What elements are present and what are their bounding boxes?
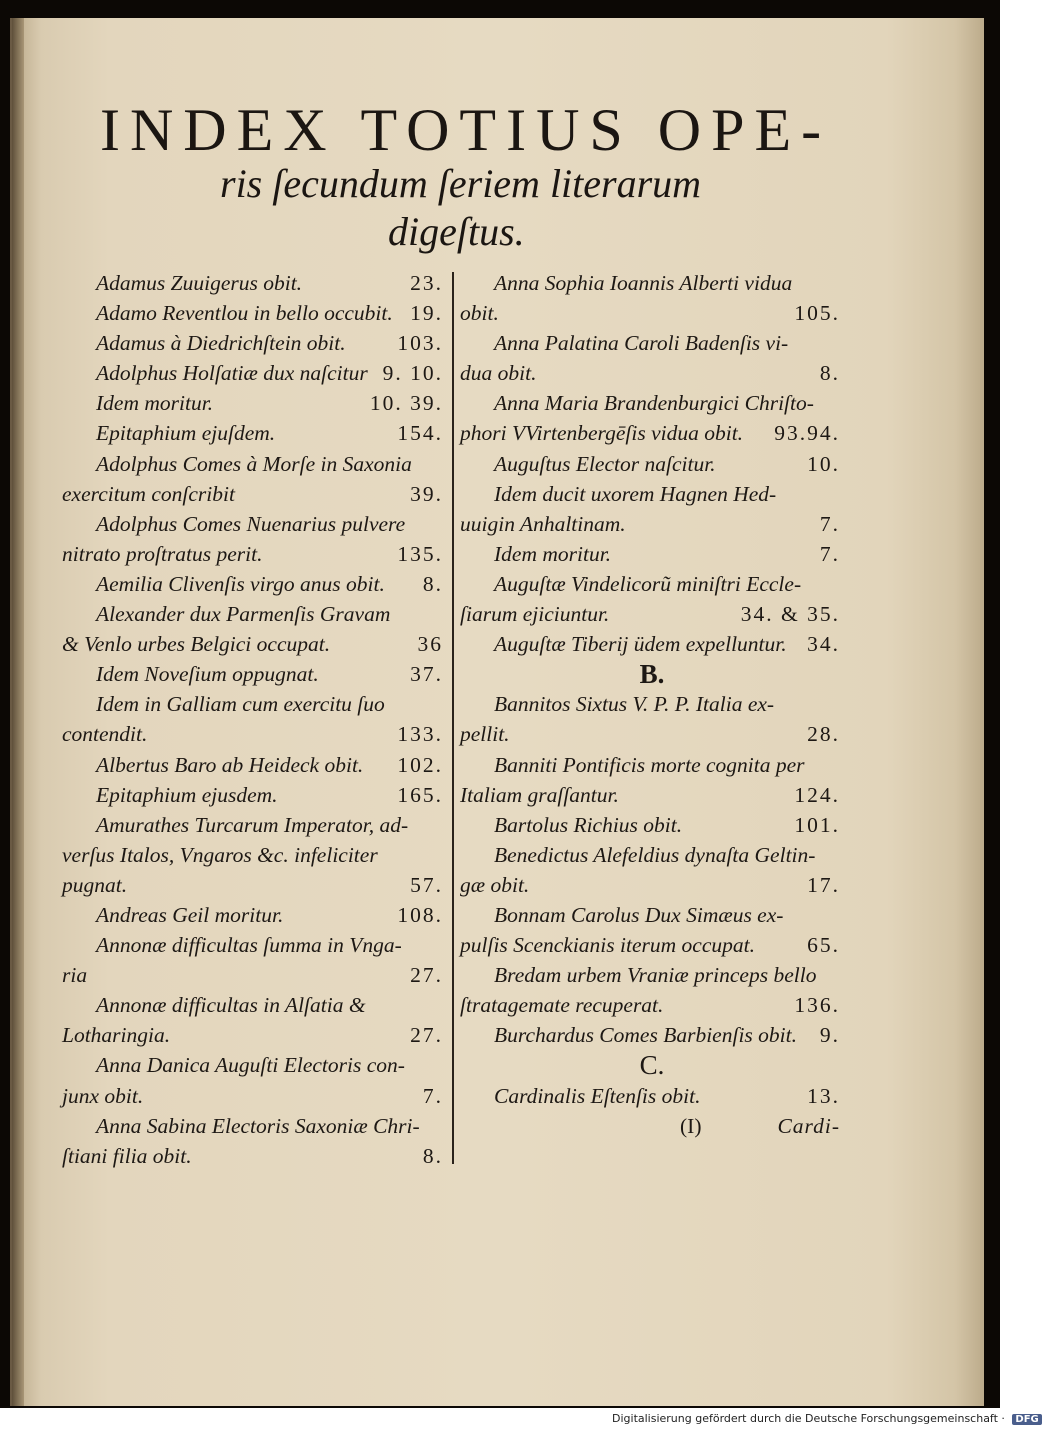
index-entry <box>62 509 447 539</box>
entry-text: Italiam graſſantur. <box>460 782 619 807</box>
entry-text: gæ obit. <box>460 872 530 897</box>
entry-page-number: 27. <box>410 963 443 988</box>
index-entry <box>62 418 447 448</box>
index-entry <box>460 539 844 569</box>
entry-page-number: 7. <box>819 541 840 566</box>
entry-page-number: 133. <box>397 722 443 747</box>
digitization-credit <box>612 1412 1042 1425</box>
index-entry <box>62 810 447 840</box>
index-entry <box>460 509 844 539</box>
section-letter-heading: C. <box>639 1050 665 1081</box>
entry-text: pulſis Scenckianis iterum occupat. <box>460 933 755 958</box>
entry-text: contendit. <box>62 722 148 747</box>
column-divider <box>452 272 454 1164</box>
index-title-line-2: ris ſecundum ſeriem literarum <box>220 161 702 206</box>
entry-page-number: 7. <box>819 511 840 536</box>
entry-page-number: 7. <box>422 1083 443 1108</box>
index-entry <box>62 870 447 900</box>
entry-page-number: 93.94. <box>774 421 840 446</box>
entry-page-number: 105. <box>794 301 840 326</box>
entry-text: Aemilia Clivenſis virgo anus obit. <box>96 571 385 596</box>
entry-text: ſtiani filia obit. <box>62 1143 192 1168</box>
entry-text: Epitaphium ejusdem. <box>96 782 278 807</box>
index-entry <box>62 1111 447 1141</box>
section-letter-heading: B. <box>639 659 665 690</box>
index-entry <box>62 539 447 569</box>
index-entry <box>62 689 447 719</box>
catchword: Cardi- <box>777 1113 840 1138</box>
entry-page-number: 8. <box>422 1143 443 1168</box>
entry-text: uuigin Anhaltinam. <box>460 511 626 536</box>
entry-text: pellit. <box>460 722 510 747</box>
entry-text: nitrato proſtratus perit. <box>62 541 263 566</box>
entry-text: Adolphus Comes Nuenarius pulvere <box>96 511 406 536</box>
entry-text: Anna Sophia Ioannis Alberti vidua <box>494 271 793 295</box>
index-entry <box>62 449 447 479</box>
index-entry <box>460 689 844 719</box>
entry-text: pugnat. <box>62 872 128 897</box>
entry-page-number: 103. <box>397 331 443 356</box>
entry-page-number: 10. <box>807 451 840 476</box>
index-entry <box>460 599 844 629</box>
entry-page-number: 27. <box>410 1023 443 1048</box>
index-entry <box>460 569 844 599</box>
entry-text: Anna Palatina Caroli Badenſis vi- <box>494 331 789 356</box>
index-entry <box>460 719 844 749</box>
entry-text: Adamo Reventlou in bello occubit. <box>96 301 393 326</box>
index-entry <box>62 479 447 509</box>
index-entry <box>62 599 447 629</box>
entry-page-number: 37. <box>410 662 443 687</box>
index-entry <box>62 1050 447 1080</box>
entry-text: Adamus à Diedrichſtein obit. <box>96 331 346 356</box>
entry-text: Annonæ difficultas ſumma in Vnga- <box>96 933 402 958</box>
entry-page-number: 8. <box>819 361 840 386</box>
index-entry <box>460 990 844 1020</box>
entry-text: Idem moritur. <box>494 541 612 566</box>
index-entry <box>62 268 447 298</box>
entry-text: Bartolus Richius obit. <box>494 812 683 837</box>
signature-mark: (I) <box>680 1113 702 1138</box>
index-entry <box>62 930 447 960</box>
index-entry <box>62 990 447 1020</box>
index-title-line-3: digeſtus. <box>388 209 525 254</box>
entry-text: verſus Italos, Vngaros &c. infeliciter <box>62 842 378 867</box>
index-entry <box>460 960 844 990</box>
entry-page-number: 154. <box>397 421 443 446</box>
index-entry <box>62 388 447 418</box>
entry-text: Lotharingia. <box>62 1023 171 1048</box>
entry-text: Benedictus Alefeldius dynaſta Geltin- <box>494 842 816 867</box>
index-entry <box>62 719 447 749</box>
index-right-column <box>460 268 844 1141</box>
index-entry <box>460 840 844 870</box>
index-title-line-1: INDEX TOTIUS OPE- <box>100 97 832 163</box>
entry-text: Anna Danica Auguſti Electoris con- <box>96 1053 405 1078</box>
entry-text: phori VVirtenbergēſis vidua obit. <box>460 421 744 446</box>
dfg-logo: DFG <box>1012 1414 1041 1425</box>
index-entry <box>460 388 844 418</box>
index-entry <box>460 479 844 509</box>
entry-page-number: 135. <box>397 541 443 566</box>
entry-text: ſtratagemate recuperat. <box>460 993 664 1018</box>
entry-text: Anna Maria Brandenburgici Chriſto- <box>494 391 814 416</box>
index-entry <box>62 960 447 990</box>
index-entry <box>460 900 844 930</box>
index-entry <box>62 298 447 328</box>
index-entry <box>62 1081 447 1111</box>
index-entry <box>62 750 447 780</box>
entry-page-number: 165. <box>397 782 443 807</box>
entry-text: Amurathes Turcarum Imperator, ad- <box>96 812 409 837</box>
entry-text: Auguſtæ Vindelicorũ miniſtri Eccle- <box>494 571 802 596</box>
index-entry <box>62 1141 447 1171</box>
entry-text: Adolphus Holſatiæ dux naſcitur <box>96 361 368 386</box>
index-entry <box>460 629 844 659</box>
index-entry <box>62 780 447 810</box>
entry-text: Banniti Pontificis morte cognita per <box>494 752 805 777</box>
index-left-column <box>62 268 447 1171</box>
entry-text: Andreas Geil moritur. <box>96 902 284 927</box>
entry-page-number: 23. <box>410 271 443 295</box>
entry-text: & Venlo urbes Belgici occupat. <box>62 632 331 657</box>
entry-page-number: 17. <box>807 872 840 897</box>
index-entry <box>460 449 844 479</box>
entry-text: Auguſtus Elector naſcitur. <box>494 451 716 476</box>
index-entry <box>460 418 844 448</box>
entry-page-number: 13. <box>807 1083 840 1108</box>
entry-page-number: 34. <box>807 632 840 657</box>
index-entry <box>460 870 844 900</box>
entry-text: Bredam urbem Vraniæ princeps bello <box>494 963 817 988</box>
entry-page-number: 10. 39. <box>369 391 443 416</box>
entry-page-number: 102. <box>397 752 443 777</box>
entry-page-number: 124. <box>794 782 840 807</box>
entry-text: Auguſtæ Tiberij üdem expelluntur. <box>494 632 787 657</box>
entry-page-number: 136. <box>794 993 840 1018</box>
entry-text: Idem Noveſium oppugnat. <box>96 662 319 687</box>
entry-text: Idem moritur. <box>96 391 214 416</box>
entry-text: Cardinalis Eſtenſis obit. <box>494 1083 701 1108</box>
entry-page-number: 65. <box>807 933 840 958</box>
index-entry <box>62 1020 447 1050</box>
entry-text: Epitaphium ejuſdem. <box>96 421 276 446</box>
index-entry <box>460 810 844 840</box>
entry-text: ſiarum ejiciuntur. <box>460 602 610 627</box>
entry-page-number: 101. <box>794 812 840 837</box>
entry-text: ria <box>62 963 88 988</box>
entry-text: junx obit. <box>62 1083 144 1108</box>
entry-page-number: 36 <box>417 632 443 657</box>
credit-text: Digitalisierung gefördert durch die Deutsche Forschungsgemeinschaft · <box>612 1412 1005 1425</box>
entry-text: Bonnam Carolus Dux Simæus ex- <box>494 902 784 927</box>
index-entry <box>62 328 447 358</box>
entry-text: obit. <box>460 301 499 326</box>
index-entry <box>460 930 844 960</box>
entry-text: Anna Sabina Electoris Saxoniæ Chri- <box>96 1113 420 1138</box>
index-entry <box>460 328 844 358</box>
entry-page-number: 9. <box>819 1023 840 1048</box>
index-entry <box>62 629 447 659</box>
index-entry <box>460 1081 844 1111</box>
entry-page-number: 39. <box>410 481 443 506</box>
entry-text: Bannitos Sixtus V. P. P. Italia ex- <box>494 692 775 717</box>
entry-text: Idem in Galliam cum exercitu ſuo <box>96 692 385 717</box>
entry-page-number: 8. <box>422 571 443 596</box>
index-entry <box>62 900 447 930</box>
entry-page-number: 34. & 35. <box>740 602 840 627</box>
index-entry <box>460 1020 844 1050</box>
index-entry <box>62 569 447 599</box>
index-entry <box>460 358 844 388</box>
entry-text: dua obit. <box>460 361 537 386</box>
entry-text: Adamus Zuuigerus obit. <box>96 271 303 295</box>
entry-text: Burchardus Comes Barbienſis obit. <box>494 1023 797 1048</box>
index-entry <box>460 268 844 298</box>
entry-text: Adolphus Comes à Morſe in Saxonia <box>96 451 412 476</box>
entry-page-number: 108. <box>397 902 443 927</box>
entry-text: Alexander dux Parmenſis Gravam <box>96 602 391 627</box>
index-entry <box>460 750 844 780</box>
index-entry <box>62 840 447 870</box>
entry-page-number: 28. <box>807 722 840 747</box>
entry-text: Idem ducit uxorem Hagnen Hed- <box>494 481 777 506</box>
index-entry <box>62 659 447 689</box>
entry-page-number: 57. <box>410 872 443 897</box>
index-entry <box>62 358 447 388</box>
entry-page-number: 9. 10. <box>382 361 443 386</box>
entry-text: exercitum conſcribit <box>62 481 235 506</box>
entry-text: Annonæ difficultas in Alſatia & <box>96 993 366 1018</box>
entry-text: Albertus Baro ab Heideck obit. <box>96 752 364 777</box>
index-entry <box>460 780 844 810</box>
signature-mark-line <box>460 1111 844 1141</box>
entry-page-number: 19. <box>410 301 443 326</box>
index-entry <box>460 298 844 328</box>
